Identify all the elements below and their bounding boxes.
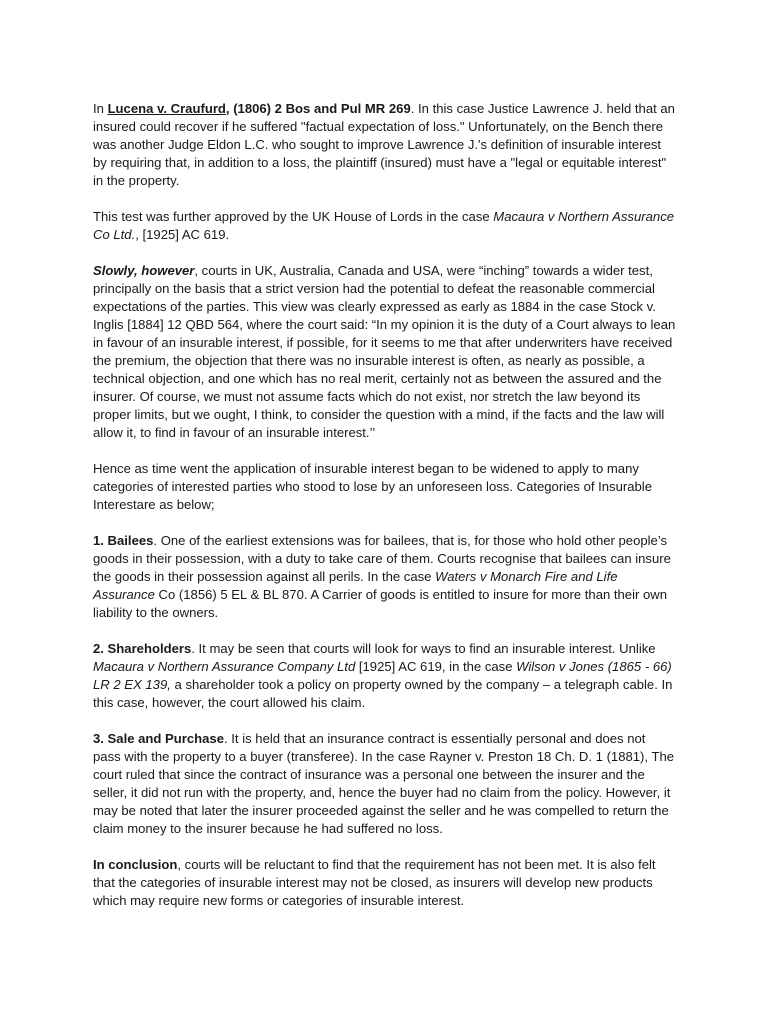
text: [1925] AC 619, in the case xyxy=(355,659,517,674)
text: In xyxy=(93,101,108,116)
case-name: Macaura v Northern Assurance Co Ltd. xyxy=(93,209,675,242)
text: . In this case Justice Lawrence J. held that an insured could recover if he suffered "factual expectation of loss." Unfortunately, on the Bench there was another Judge Eldon L.C. who sought to improve Lawrence J.'s definition of insurable interest by requiring that, in addition to a loss, the plaintiff (insured) must have a "legal or equitable interest" in the property. xyxy=(93,101,675,188)
paragraph-conclusion xyxy=(93,856,676,910)
paragraph-house-of-lords xyxy=(93,208,676,244)
section-heading: 2. Shareholders xyxy=(93,641,192,656)
case-name xyxy=(108,101,411,116)
lead-phrase: In conclusion xyxy=(93,857,178,872)
text: Co (1856) 5 EL & BL 870. A Carrier of goods is entitled to insure for more than their own liability to the owners. xyxy=(93,587,668,620)
section-heading: 1. Bailees xyxy=(93,533,154,548)
paragraph-slowly-however xyxy=(93,262,676,442)
text: . One of the earliest extensions was for bailees, that is, for those who hold other people’s goods in their possession, with a duty to take care of them. Courts recognise that bailees can insure the goods in their possession against all perils. In the case xyxy=(93,533,671,584)
paragraph-sale-purchase xyxy=(93,730,676,838)
case-name-underlined: Lucena v. Craufurd xyxy=(107,101,226,116)
text: This test was further approved by the UK House of Lords in the case xyxy=(93,209,494,224)
text: , [1925] AC 619. xyxy=(135,227,230,242)
citation: , (1806) 2 Bos and Pul MR 269 xyxy=(225,101,411,116)
lead-phrase: Slowly, however xyxy=(93,263,195,278)
text: , courts will be reluctant to find that the requirement has not been met. It is also felt that the categories of insurable interest may not be closed, as insurers will develop new products which may require new forms or categories of insurable interest. xyxy=(93,857,656,908)
paragraph-shareholders xyxy=(93,640,676,712)
paragraph-categories-intro xyxy=(93,460,676,514)
text: . It is held that an insurance contract is essentially personal and does not pass with the property to a buyer (transferee). In the case Rayner v. Preston 18 Ch. D. 1 (1881), The court ruled that since the contract of insurance was a personal one between the insurer and the seller, it did not run with the property, and, hence the buyer had no claim from the policy. However, it may be noted that later the insurer proceeded against the seller and he was compelled to return the claim money to the insurer because he had suffered no loss. xyxy=(93,731,675,836)
case-name: Wilson v Jones (1865 - 66) LR 2 EX 139, xyxy=(93,659,672,692)
case-name: Macaura v Northern Assurance Company Ltd xyxy=(93,659,356,674)
paragraph-lucena xyxy=(93,100,676,190)
text: . It may be seen that courts will look for ways to find an insurable interest. Unlike xyxy=(191,641,656,656)
section-heading: 3. Sale and Purchase xyxy=(93,731,225,746)
case-name: Waters v Monarch Fire and Life Assurance xyxy=(93,569,618,602)
paragraph-bailees xyxy=(93,532,676,622)
text: a shareholder took a policy on property owned by the company – a telegraph cable. In this case, however, the court allowed his claim. xyxy=(93,677,673,710)
text: Hence as time went the application of insurable interest began to be widened to apply to many categories of interested parties who stood to lose by an unforeseen loss. Categories of Insurable Interestare as below; xyxy=(93,461,652,512)
text: , courts in UK, Australia, Canada and USA, were “inching” towards a wider test, principally on the basis that a strict version had the potential to defeat the reasonable commercial expectations of the parties. This view was clearly expressed as early as 1884 in the case Stock v. Inglis [1884] 12 QBD 564, where the court said: “In my opinion it is the duty of a Court always to lean in favour of an insurable interest, if possible, for it seems to me that after underwriters have received the premium, the objection that there was no insurable interest is often, as nearly as possible, a technical objection, and one which has no real merit, certainly not as between the assured and the insurer. Of course, we must not assume facts which do not exist, nor stretch the law beyond its proper limits, but we ought, I think, to consider the question with a mind, if the facts and the law will allow it, to find in favour of an insurable interest.’’ xyxy=(93,263,676,440)
